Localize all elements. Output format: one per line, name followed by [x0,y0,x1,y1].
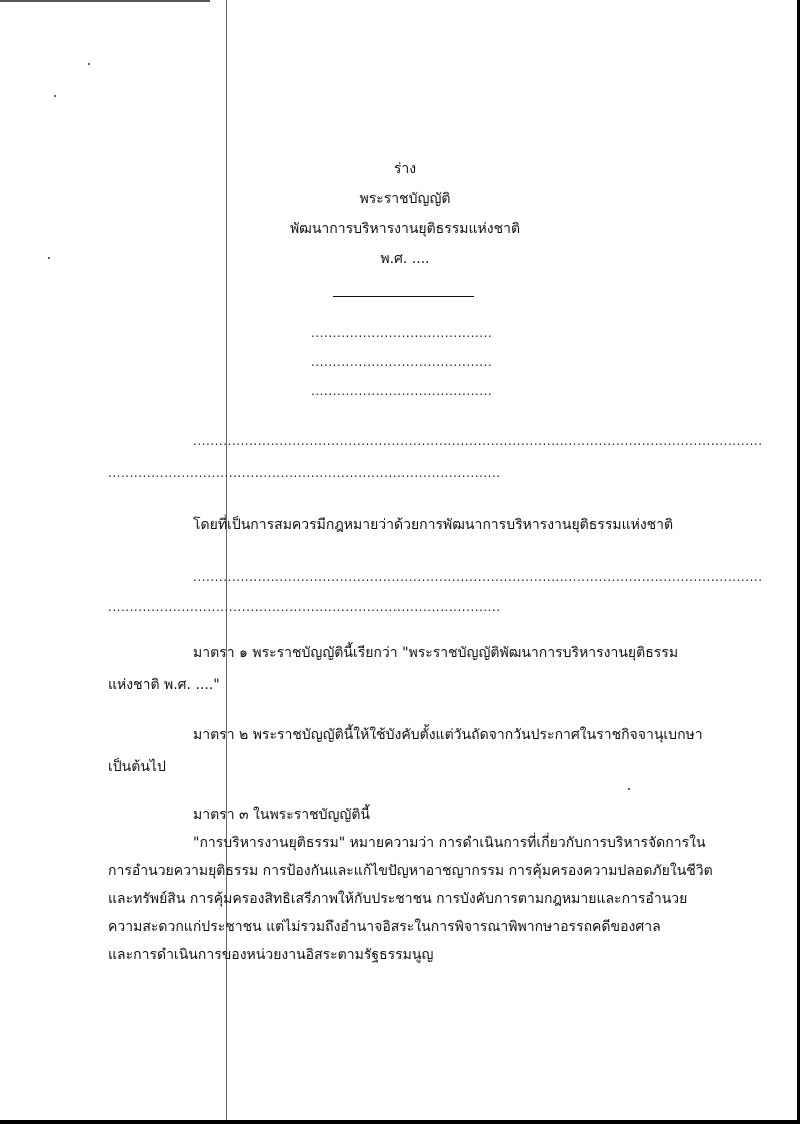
draft-label: ร่าง [393,161,417,177]
scan-top-line [0,0,210,2]
preamble-dots: ........................................................................................... [108,466,501,480]
signature-dots: .......................................... [311,355,493,369]
preamble-dots: .................................................................................................................................... [193,434,763,448]
section-3-line: และการดำเนินการของหน่วยงานอิสระตามรัฐธรรมนูญ [108,947,434,963]
section-2-line: เป็นต้นไป [108,759,166,775]
section-3-line: ความสะดวกแก่ประชาชน แต่ไม่รวมถึงอำนาจอิสระในการพิจารณาพิพากษาอรรถคดีของศาล [108,919,661,935]
scan-speck [54,95,56,97]
section-1-line: แห่งชาติ พ.ศ. ...." [108,677,220,693]
scan-bottom-border [0,1120,800,1124]
preamble-dots: ........................................................................................... [108,600,501,614]
section-3-line: การอำนวยความยุติธรรม การป้องกันและแก้ไขปัญหาอาชญากรรม การคุ้มครองความปลอดภัยในชีวิต [108,863,713,879]
scan-speck [48,257,50,259]
section-3-heading: มาตรา ๓ ในพระราชบัญญัตินี้ [193,807,370,823]
scan-speck [88,63,90,65]
signature-dots: .......................................... [311,326,493,340]
preamble-dots: .................................................................................................................................... [193,570,763,584]
act-label: พระราชบัญญัติ [359,191,451,207]
section-3-line: และทรัพย์สิน การคุ้มครองสิทธิเสรีภาพให้กับประชาชน การบังคับการตามกฎหมายและการอำนวย [108,891,688,907]
act-title: พัฒนาการบริหารงานยุติธรรมแห่งชาติ [289,221,521,237]
section-3-line: "การบริหารงานยุติธรรม" หมายความว่า การดำเนินการที่เกี่ยวกับการบริหารจัดการใน [193,835,706,851]
section-1-line: มาตรา ๑ พระราชบัญญัตินี้เรียกว่า "พระราชบัญญัติพัฒนาการบริหารงานยุติธรรม [193,645,679,661]
whereas-clause: โดยที่เป็นการสมควรมีกฎหมายว่าด้วยการพัฒนาการบริหารงานยุติธรรมแห่งชาติ [193,517,674,533]
title-rule [333,296,474,297]
signature-dots: .......................................... [311,384,493,398]
act-year: พ.ศ. .... [380,251,430,267]
section-2-line: มาตรา ๒ พระราชบัญญัตินี้ให้ใช้บังคับตั้งแต่วันถัดจากวันประกาศในราชกิจจานุเบกษา [193,727,703,743]
scan-speck [628,788,630,790]
